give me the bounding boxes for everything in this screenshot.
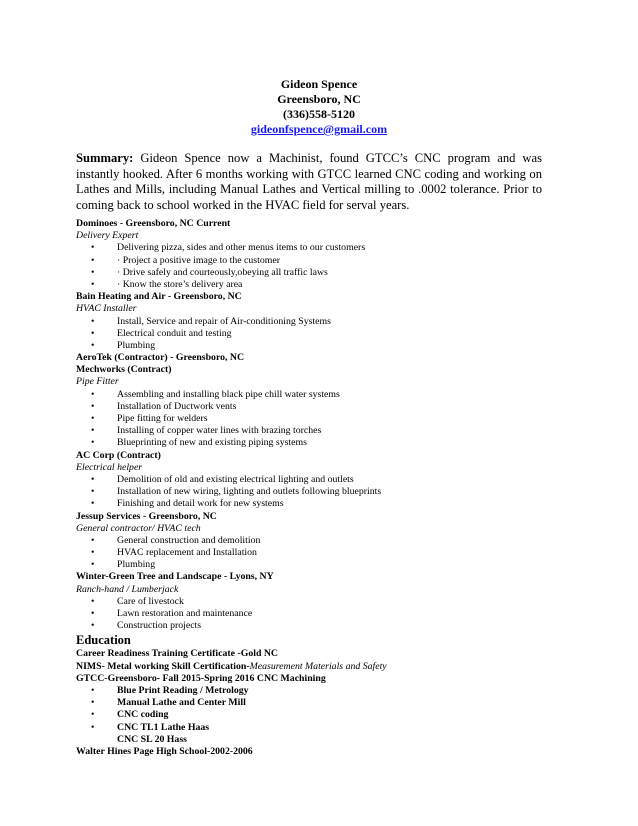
education-heading: Education	[76, 633, 131, 648]
job-role: Pipe Fitter	[76, 376, 119, 388]
list-item: • Demolition of old and existing electrical lighting and outlets	[91, 473, 354, 485]
summary-text: Gideon Spence now a Machinist, found GTCC’s CNC program and was instantly hooked. After 6 months working with GTCC learned CNC coding and working on Lathes and Mills, including Manual Lathes and Vertical milling to .0002 tolerance. Prior to coming back to school worked in the HVAC field for serval years.	[76, 151, 543, 212]
resume-header	[0, 77, 638, 137]
list-item: • Installation of Ductwork vents	[91, 400, 237, 412]
list-item: • Plumbing	[91, 559, 156, 571]
education-high-school: Walter Hines Page High School-2002-2006	[76, 745, 253, 757]
list-item: • Construction projects	[91, 620, 202, 632]
list-item: • Manual Lathe and Center Mill	[91, 697, 246, 709]
summary-label: Summary:	[76, 151, 134, 165]
list-item: • Care of livestock	[91, 595, 184, 607]
list-item: • General construction and demolition	[91, 534, 261, 546]
candidate-location: Greensboro, NC	[277, 92, 361, 106]
list-item: • HVAC replacement and Installation	[91, 547, 257, 559]
list-item: • Delivering pizza, sides and other menus items to our customers	[91, 242, 366, 254]
job-role: Ranch-hand / Lumberjack	[76, 583, 179, 595]
candidate-phone: (336)558-5120	[283, 107, 355, 121]
list-item: • CNC coding	[91, 709, 169, 721]
list-item: • · Project a positive image to the customer	[91, 254, 280, 266]
candidate-email-link[interactable]: gideonfspence@gmail.com	[250, 122, 388, 136]
list-item: • Install, Service and repair of Air-conditioning Systems	[91, 315, 331, 327]
list-item: • Blueprinting of new and existing piping systems	[91, 437, 307, 449]
job-role: Delivery Expert	[76, 230, 139, 242]
education-certification: NIMS- Metal working Skill Certification-Measurement Materials and Safety	[76, 660, 387, 672]
experience-and-education	[76, 218, 556, 758]
employer-heading: Jessup Services - Greensboro, NC	[76, 510, 217, 522]
candidate-name: Gideon Spence	[280, 77, 358, 91]
employer-heading: AeroTek (Contractor) - Greensboro, NC	[76, 352, 245, 364]
job-role: Electrical helper	[76, 461, 143, 473]
list-item: • CNC TL1 Lathe Haas	[91, 721, 210, 733]
list-item: • Assembling and installing black pipe chill water systems	[91, 388, 340, 400]
list-item: • Finishing and detail work for new systems	[91, 498, 284, 510]
list-item: • Pipe fitting for welders	[91, 413, 208, 424]
employer-heading: AC Corp (Contract)	[76, 449, 161, 461]
list-item: • Installing of copper water lines with brazing torches	[91, 425, 322, 437]
employer-subheading: Mechworks (Contract)	[76, 364, 172, 376]
list-item: • Electrical conduit and testing	[91, 327, 232, 339]
list-item: CNC SL 20 Hass	[117, 733, 187, 745]
employer-heading: Winter-Green Tree and Landscape - Lyons, NY	[76, 571, 274, 583]
employer-heading: Dominoes - Greensboro, NC Current	[76, 218, 231, 229]
job-role: General contractor/ HVAC tech	[76, 522, 201, 534]
list-item: • · Drive safely and courteously,obeying all traffic laws	[91, 266, 328, 278]
list-item: • Installation of new wiring, lighting and outlets following blueprints	[91, 486, 382, 498]
list-item: • Plumbing	[91, 339, 156, 351]
list-item: • · Know the store’s delivery area	[91, 278, 243, 290]
job-role: HVAC Installer	[76, 303, 137, 315]
employer-heading: Bain Heating and Air - Greensboro, NC	[76, 291, 242, 303]
education-certificate: Career Readiness Training Certificate -Gold NC	[76, 648, 278, 660]
list-item: • Lawn restoration and maintenance	[91, 608, 253, 619]
education-program: GTCC-Greensboro- Fall 2015-Spring 2016 CNC Machining	[76, 672, 326, 684]
summary-section	[76, 151, 542, 213]
list-item: • Blue Print Reading / Metrology	[91, 684, 249, 696]
